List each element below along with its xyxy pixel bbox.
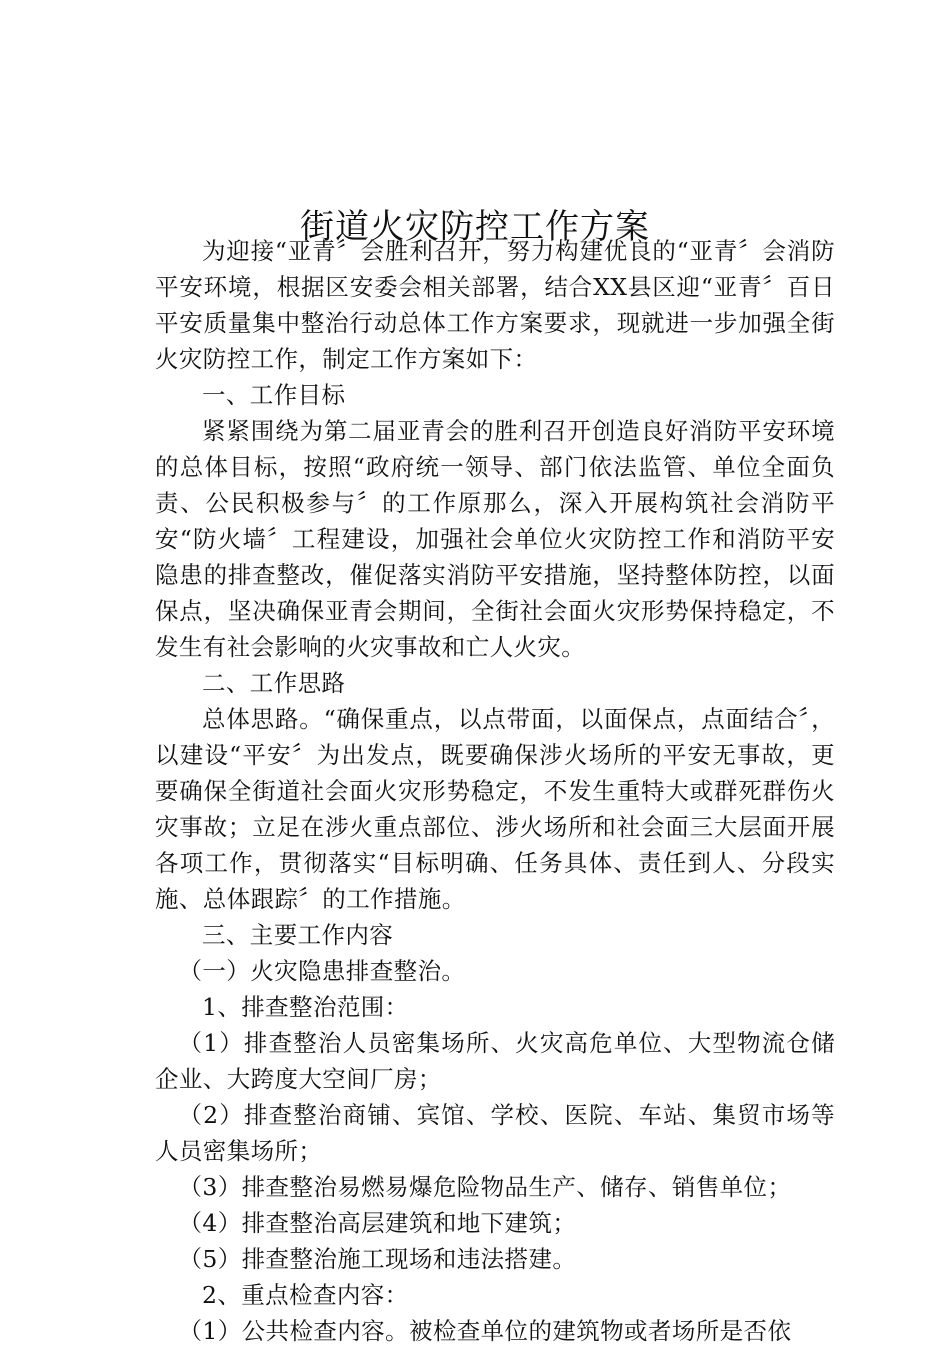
approach-paragraph: 总体思路。“确保重点，以点带面，以面保点，点面结合〞，以建设“平安〞为出发点，既要确保涉火场所的平安无事故，更要确保全街道社会面火灾形势稳定，不发生重特大或群死群伤火灾事故；立足在涉火重点部位、涉火场所和社会面三大层面开展各项工作，贯彻落实“目标明确、任务具体、责任到人、分段实施、总体跟踪〞的工作措施。 [155, 705, 835, 913]
key-check-item-1: （1）公共检查内容。被检查单位的建筑物或者场所是否依 [178, 1317, 792, 1345]
section-heading-goals: 一、工作目标 [202, 381, 346, 409]
scope-item-2: （2）排查整治商铺、宾馆、学校、医院、车站、集贸市场等人员密集场所； [155, 1101, 835, 1165]
scope-item-1: （1）排查整治人员密集场所、火灾高危单位、大型物流仓储企业、大跨度大空间厂房； [155, 1029, 835, 1093]
list-heading-scope: 1、排查整治范围： [202, 993, 409, 1021]
goals-paragraph: 紧紧围绕为第二届亚青会的胜利召开创造良好消防平安环境的总体目标，按照“政府统一领导、部门依法监管、单位全面负责、公民积极参与〞的工作原那么，深入开展构筑社会消防平安“防火墙〞工程建设，加强社会单位火灾防控工作和消防平安隐患的排查整改，催促落实消防平安措施，坚持整体防控，以面保点，坚决确保亚青会期间，全街社会面火灾形势保持稳定，不发生有社会影响的火灾事故和亡人火灾。 [155, 417, 835, 661]
subsection-heading-hazard-inspection: （一）火灾隐患排查整治。 [178, 957, 466, 985]
document-body [155, 233, 835, 1349]
scope-item-3: （3）排查整治易燃易爆危险物品生产、储存、销售单位； [178, 1173, 792, 1201]
scope-item-5: （5）排查整治施工现场和违法搭建。 [178, 1245, 577, 1273]
intro-paragraph: 为迎接“亚青〞会胜利召开，努力构建优良的“亚青〞会消防平安环境，根据区安委会相关部署，结合XX县区迎“亚青〞百日平安质量集中整治行动总体工作方案要求，现就进一步加强全街火灾防控工作，制定工作方案如下： [155, 237, 835, 373]
section-heading-approach: 二、工作思路 [202, 669, 346, 697]
scope-item-4: （4）排查整治高层建筑和地下建筑； [178, 1209, 577, 1237]
section-heading-main-content: 三、主要工作内容 [202, 921, 394, 949]
document-title: 街道火灾防控工作方案 [300, 206, 650, 247]
list-heading-key-checks: 2、重点检查内容： [202, 1281, 409, 1309]
